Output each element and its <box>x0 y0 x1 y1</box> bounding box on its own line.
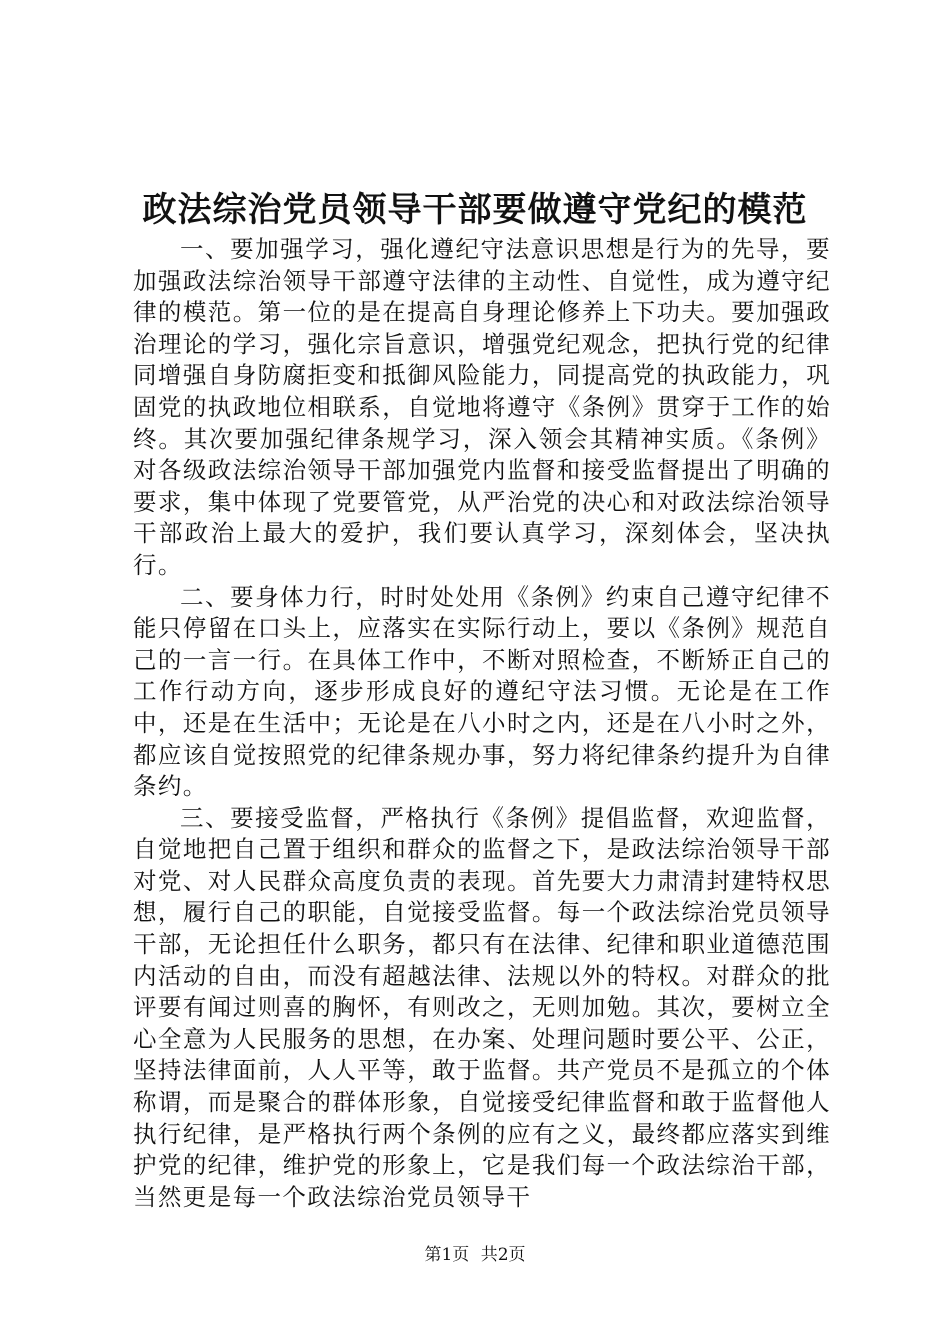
paragraph-3: 三、要接受监督，严格执行《条例》提倡监督，欢迎监督，自觉地把自己置于组织和群众的监督之下，是政法综治领导干部对党、对人民群众高度负责的表现。首先要大力肃清封建特权思想，履行自己的职能，自觉接受监督。每一个政法综治党员领导干部，无论担任什么职务，都只有在法律、纪律和职业道德范围内活动的自由，而没有超越法律、法规以外的特权。对群众的批评要有闻过则喜的胸怀，有则改之，无则加勉。其次，要树立全心全意为人民服务的思想，在办案、处理问题时要公平、公正，坚持法律面前，人人平等，敢于监督。共产党员不是孤立的个体称谓，而是聚合的群体形象，自觉接受纪律监督和敢于监督他人执行纪律，是严格执行两个条例的应有之义，最终都应落实到维护党的纪律，维护党的形象上，它是我们每一个政法综治干部，当然更是每一个政法综治党员领导干 <box>133 803 831 1211</box>
paragraph-1: 一、要加强学习，强化遵纪守法意识思想是行为的先导，要加强政法综治领导干部遵守法律的主动性、自觉性，成为遵守纪律的模范。第一位的是在提高自身理论修养上下功夫。要加强政治理论的学习，强化宗旨意识，增强党纪观念，把执行党的纪律同增强自身防腐拒变和抵御风险能力，同提高党的执政能力，巩固党的执政地位相联系，自觉地将遵守《条例》贯穿于工作的始终。其次要加强纪律条规学习，深入领会其精神实质。《条例》对各级政法综治领导干部加强党内监督和接受监督提出了明确的要求，集中体现了党要管党，从严治党的决心和对政法综治领导干部政治上最大的爱护，我们要认真学习，深刻体会，坚决执行。 <box>133 235 831 579</box>
document-body <box>133 234 831 1213</box>
page-footer <box>0 1244 950 1266</box>
paragraph-2: 二、要身体力行，时时处处用《条例》约束自己遵守纪律不能只停留在口头上，应落实在实际行动上，要以《条例》规范自己的一言一行。在具体工作中，不断对照检查，不断矫正自己的工作行动方向，逐步形成良好的遵纪守法习惯。无论是在工作中，还是在生活中；无论是在八小时之内，还是在八小时之外，都应该自觉按照党的纪律条规办事，努力将纪律条约提升为自律条约。 <box>133 582 831 801</box>
document-title: 政法综治党员领导干部要做遵守党纪的模范 <box>142 190 808 230</box>
page-total: 共2页 <box>480 1245 526 1265</box>
page-number: 第1页 <box>424 1245 470 1265</box>
